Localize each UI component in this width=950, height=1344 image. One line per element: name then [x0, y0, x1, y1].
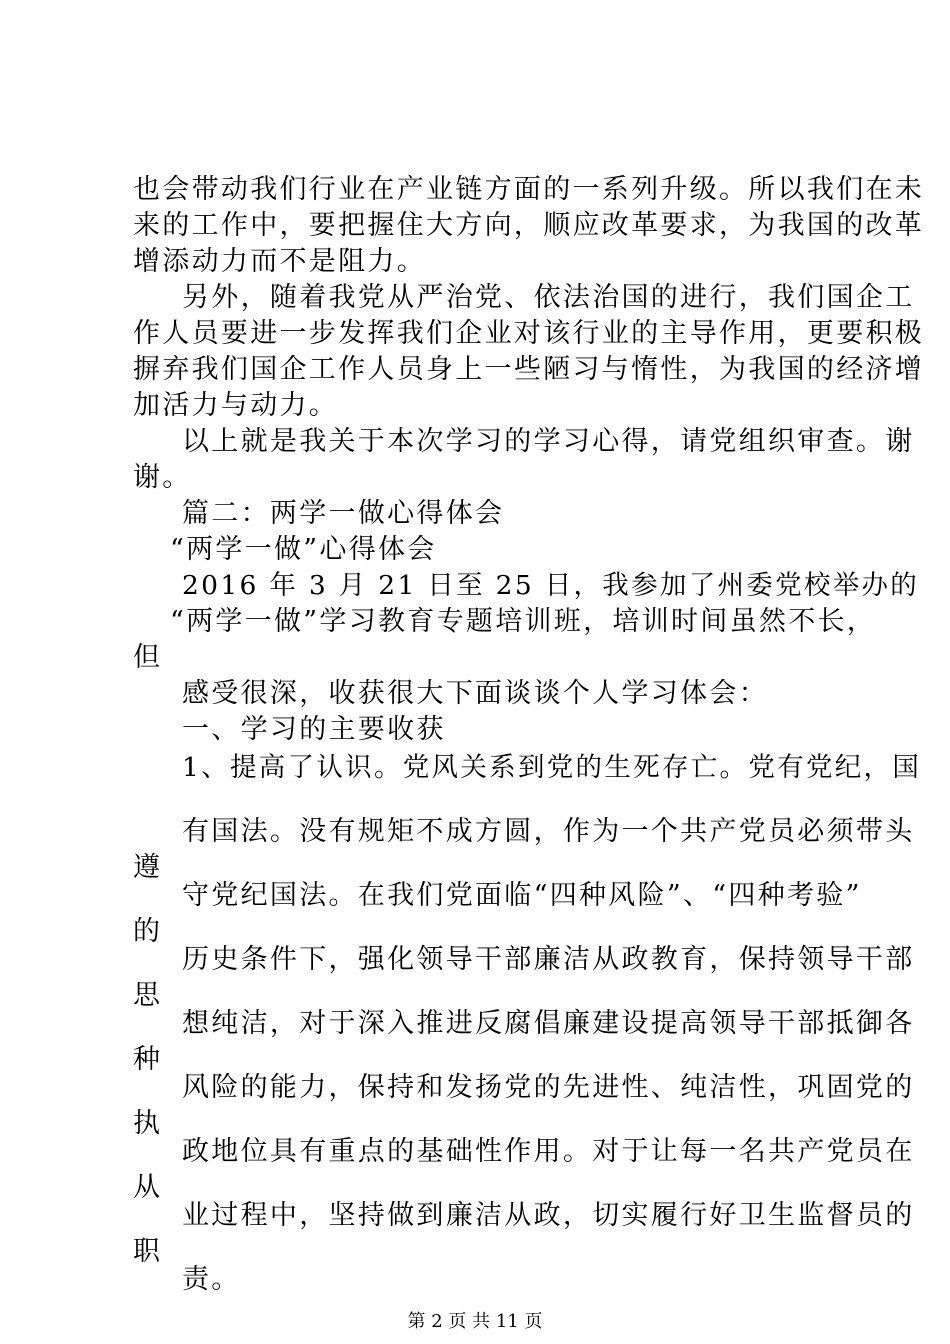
text-line: 感受很深，收获很大下面谈谈个人学习体会：: [182, 678, 768, 709]
text-line: 1、提高了认识。党风关系到党的生死存亡。党有党纪，国: [182, 752, 922, 783]
text-line: “两学一做”学习教育专题培训班，培训时间虽然不长，: [170, 606, 877, 637]
text-line: 的: [133, 916, 163, 947]
text-line: 历史条件下，强化领导干部廉洁从政教育，保持领导干部: [182, 944, 915, 975]
text-line: 另外，随着我党从严治党、依法治国的进行，我们国企工: [182, 282, 915, 313]
article-title: “两学一做”心得体会: [170, 534, 437, 565]
text-line: 业过程中，坚持做到廉洁从政，切实履行好卫生监督员的: [182, 1200, 915, 1231]
text-line: 2016 年 3 月 21 日至 25 日，我参加了州委党校举办的: [182, 570, 920, 601]
text-line: 但: [133, 642, 163, 673]
text-line: 执: [133, 1108, 163, 1139]
text-line: 从: [133, 1172, 163, 1203]
text-line: 想纯洁，对于深入推进反腐倡廉建设提高领导干部抵御各: [182, 1008, 915, 1039]
text-line: 摒弃我们国企工作人员身上一些陋习与惰性，为我国的经济增: [133, 354, 925, 385]
text-line: 作人员要进一步发挥我们企业对该行业的主导作用，更要积极: [133, 318, 925, 349]
page-number-footer: 第 2 页 共 11 页: [407, 1311, 543, 1332]
text-line: 思: [133, 980, 163, 1011]
section-heading: 篇二：两学一做心得体会: [182, 498, 505, 529]
text-line: 守党纪国法。在我们党面临“四种风险”、“四种考验”: [182, 880, 862, 911]
text-line: 遵: [133, 852, 163, 883]
text-line: 谢。: [133, 462, 192, 493]
text-line: 也会带动我们行业在产业链方面的一系列升级。所以我们在未: [133, 174, 925, 205]
text-line: 政地位具有重点的基础性作用。对于让每一名共产党员在: [182, 1136, 915, 1167]
text-line: 来的工作中，要把握住大方向，顺应改革要求，为我国的改革: [133, 210, 925, 241]
text-line: 增添动力而不是阻力。: [133, 246, 426, 277]
text-line: 职: [133, 1236, 163, 1267]
text-line: 以上就是我关于本次学习的学习心得，请党组织审查。谢: [182, 426, 915, 457]
text-line: 种: [133, 1044, 163, 1075]
text-line: 风险的能力，保持和发扬党的先进性、纯洁性，巩固党的: [182, 1072, 915, 1103]
text-line: 加活力与动力。: [133, 390, 339, 421]
subsection-heading: 一、学习的主要收获: [182, 714, 446, 745]
text-line: 有国法。没有规矩不成方圆，作为一个共产党员必须带头: [182, 816, 915, 847]
text-line: 责。: [182, 1264, 241, 1295]
